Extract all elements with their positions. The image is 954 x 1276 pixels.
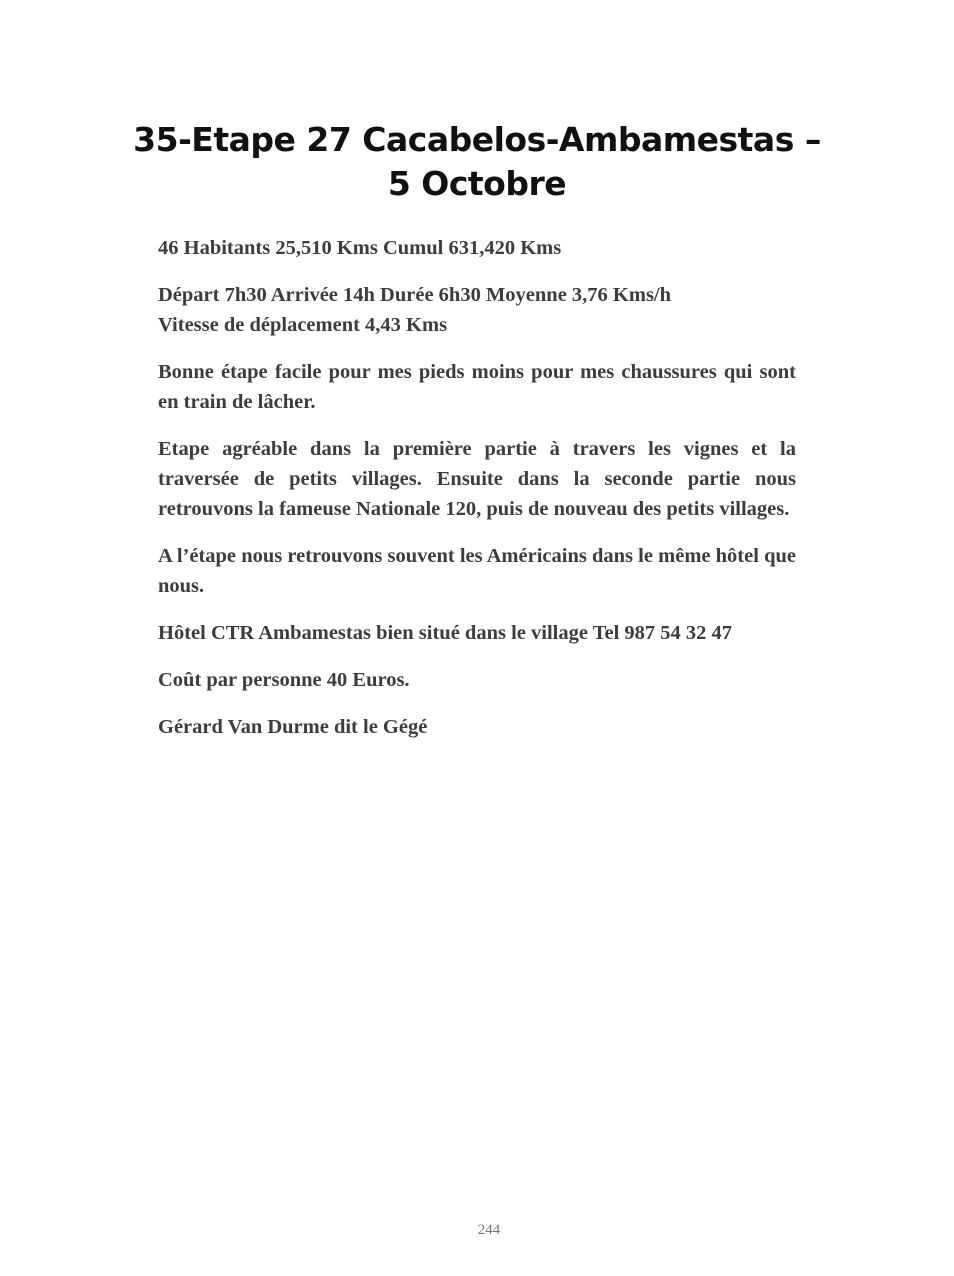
page-title [130,118,824,206]
stats-line-2b: Vitesse de déplacement 4,43 Kms [158,314,448,336]
paragraph-hotel: Hôtel CTR Ambamestas bien situé dans le village Tel 987 54 32 47 [158,622,733,644]
title-line-2: 5 Octobre [387,164,567,203]
stats-line-1: 46 Habitants 25,510 Kms Cumul 631,420 Kms [158,237,562,259]
signature: Gérard Van Durme dit le Gégé [158,716,428,738]
page-number: 244 [477,1222,501,1238]
stats-habitants-distance [158,233,796,263]
paragraph-route: Etape agréable dans la première partie à travers les vignes et la traversée de petits villages. Ensuite dans la seconde partie nous retrouvons la fameuse Nationale 120, puis de nouveau des petits villages. [158,438,796,520]
title-line-1: 35-Etape 27 Cacabelos-Ambamestas – [133,120,821,159]
document-body [158,233,796,759]
paragraph-feet: Bonne étape facile pour mes pieds moins pour mes chaussures qui sont en train de lâcher. [158,361,796,413]
paragraph-americans: A l’étape nous retrouvons souvent les Américains dans le même hôtel que nous. [158,545,796,597]
stats-line-2a: Départ 7h30 Arrivée 14h Durée 6h30 Moyenne 3,76 Kms/h [158,284,672,306]
stats-timing [158,280,796,340]
paragraph-cost: Coût par personne 40 Euros. [158,669,410,691]
